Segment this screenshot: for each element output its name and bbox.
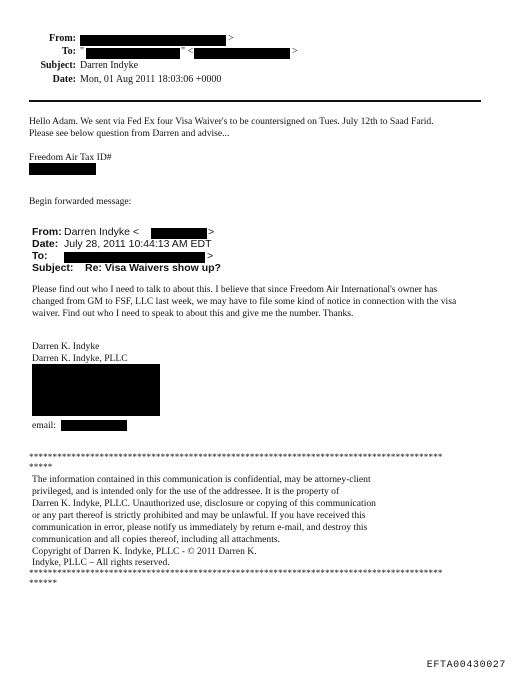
from-bracket: > [228,33,234,44]
disclaimer-line: communication in error, please notify us immediately by return e-mail, and destroy this [32,522,368,533]
fwd-from-label: From: [32,226,62,238]
fwd-from-value: Darren Indyke < [64,226,139,238]
message-line-1: Hello Adam. We sent via Fed Ex four Visa Waiver's to be countersigned on Tues. July 12th to Saad Farid. [29,116,434,127]
redacted-from-address [80,35,226,46]
to-label: To: [61,46,76,57]
disclaimer-line: communication and all copies thereof, including all attachments. [32,534,281,545]
disclaimer-stars-top-2: ***** [29,462,53,472]
fwd-body-line-3: waiver. Find out who I need to speak to about this and give me the number. Thanks. [32,308,354,319]
disclaimer-line: Darren K. Indyke, PLLC. Unauthorized use, disclosure or copying of this communication [32,498,376,509]
signature-name: Darren K. Indyke [32,341,100,352]
copyright-line: Indyke, PLLC – All rights reserved. [32,557,170,568]
fwd-subject-label: Subject: [32,262,74,274]
redacted-tax-id [29,163,96,175]
fwd-to-bracket: > [207,250,214,262]
header-divider [29,100,481,102]
fwd-from-bracket: > [208,226,215,238]
disclaimer-stars-bottom: **************************************************************************************** [29,568,443,578]
message-line-2: Please see below question from Darren and advise... [29,128,230,139]
tax-id-label: Freedom Air Tax ID# [29,152,112,163]
subject-value: Darren Indyke [80,60,139,71]
disclaimer-line: The information contained in this communication is confidential, may be attorney-client [32,474,371,485]
date-value: Mon, 01 Aug 2011 18:03:06 +0000 [80,74,222,85]
signature-firm: Darren K. Indyke, PLLC [32,353,128,364]
from-label: From: [48,33,76,44]
redacted-to-address [194,48,290,59]
redacted-email-address [61,420,127,431]
to-bracket-close: > [292,46,298,57]
disclaimer-stars-top: **************************************************************************************** [29,452,443,462]
email-label: email: [32,420,56,431]
forwarded-marker: Begin forwarded message: [29,196,132,207]
date-label: Date: [52,74,76,85]
redacted-contact-details [32,364,160,416]
to-bracket-open: " < [181,46,194,57]
subject-label: Subject: [40,60,76,71]
disclaimer-stars-bottom-2: ****** [29,578,58,588]
fwd-date-label: Date: [32,238,59,250]
fwd-body-line-1: Please find out who I need to talk to about this. I believe that since Freedom Air International's owner has [32,284,438,295]
redacted-to-name [86,48,180,59]
document-id: EFTA00430027 [426,660,506,671]
to-quote: " [80,46,85,57]
fwd-to-label: To: [32,250,48,262]
disclaimer-line: privileged, and is intended only for the use of the addressee. It is the property of [32,486,340,497]
fwd-date-value: July 28, 2011 10:44:13 AM EDT [64,238,212,250]
fwd-body-line-2: changed from GM to FSF, LLC last week, we may have to file some kind of notice in connection with the visa [32,296,457,307]
fwd-subject-value: Re: Visa Waivers show up? [85,262,221,274]
disclaimer-line: or any part thereof is strictly prohibited and may be unlawful. If you have received this [32,510,366,521]
copyright-line: Copyright of Darren K. Indyke, PLLC - © 2011 Darren K. [32,546,257,557]
